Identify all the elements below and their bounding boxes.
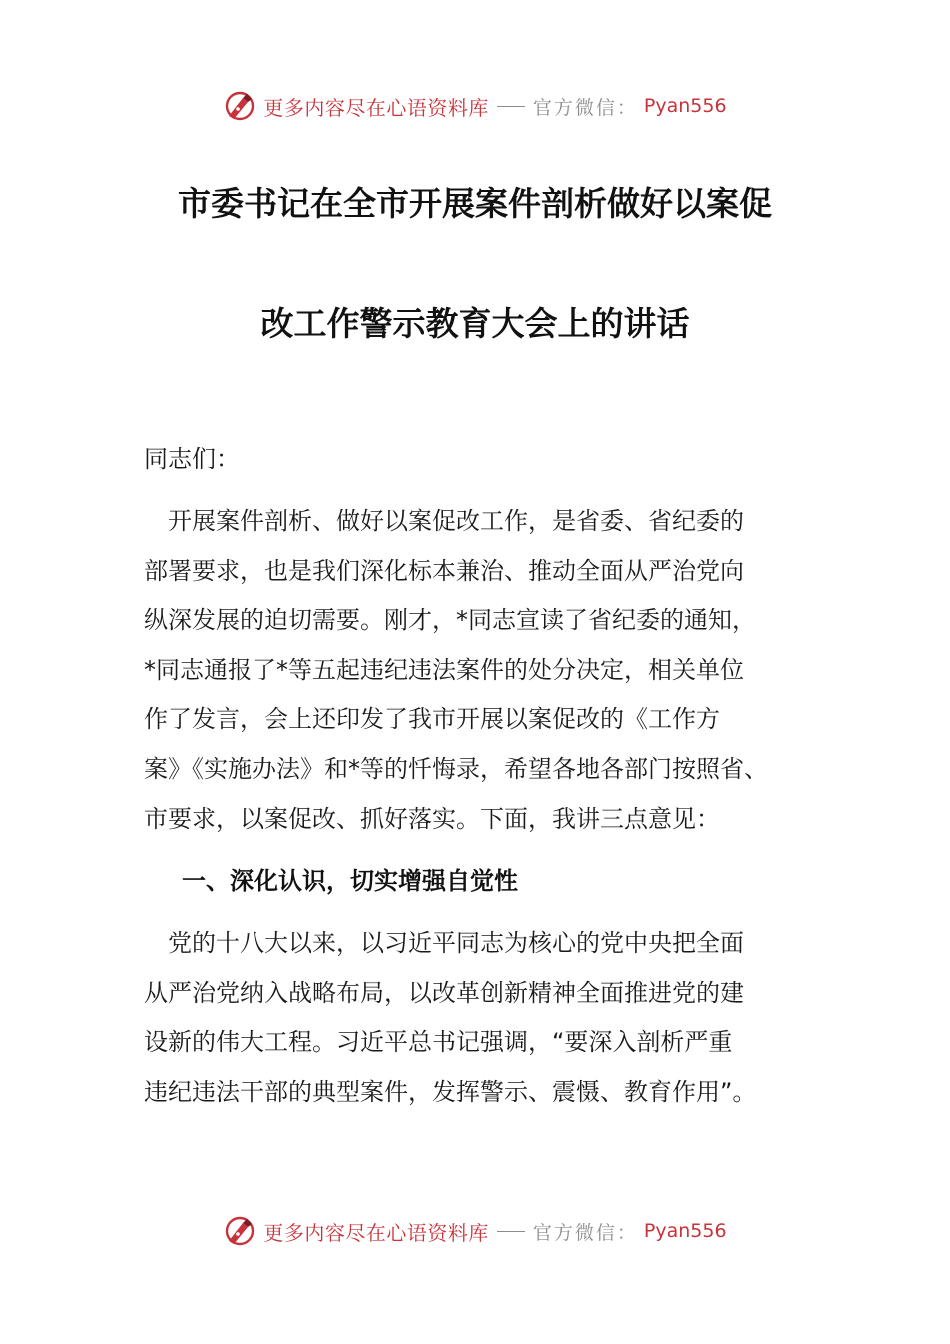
- document-title-line-1: 市委书记在全市开展案件剖析做好以案促: [178, 184, 772, 223]
- pen-nib-logo-icon: [223, 1214, 257, 1248]
- watermark-contact-id: Pyan556: [643, 95, 727, 117]
- paragraph-2-line: 设新的伟大工程。习近平总书记强调，“要深入剖析严重: [144, 1028, 733, 1056]
- paragraph-2-line: 党的十八大以来，以习近平同志为核心的党中央把全面: [144, 929, 744, 957]
- watermark-dash-divider: [497, 106, 525, 107]
- pen-nib-logo-icon: [223, 89, 257, 123]
- section-1-heading: 一、深化认识，切实增强自觉性: [182, 867, 518, 895]
- paragraph-2-line: 从严治党纳入战略布局，以改革创新精神全面推进党的建: [144, 979, 744, 1007]
- document-title-line-2: 改工作警示教育大会上的讲话: [260, 304, 690, 343]
- paragraph-2-line: 违纪违法干部的典型案件，发挥警示、震慑、教育作用”。: [144, 1078, 757, 1106]
- paragraph-1-line: 市要求，以案促改、抓好落实。下面，我讲三点意见：: [144, 805, 720, 833]
- paragraph-1-line: 开展案件剖析、做好以案促改工作，是省委、省纪委的: [144, 507, 744, 535]
- salutation: 同志们：: [144, 445, 240, 473]
- watermark-contact-label: 官方微信：: [532, 1221, 638, 1244]
- paragraph-1-line: *同志通报了*等五起违纪违法案件的处分决定，相关单位: [144, 656, 744, 684]
- footer-watermark: [0, 1211, 950, 1251]
- watermark-contact-id: Pyan556: [643, 1220, 727, 1242]
- paragraph-1-line: 案》《实施办法》和*等的忏悔录，希望各地各部门按照省、: [144, 755, 768, 783]
- paragraph-1-line: 纵深发展的迫切需要。刚才，*同志宣读了省纪委的通知，: [144, 606, 756, 634]
- watermark-slogan: 更多内容尽在心语资料库: [263, 95, 489, 120]
- watermark-dash-divider: [497, 1231, 525, 1232]
- paragraph-1-line: 作了发言，会上还印发了我市开展以案促改的《工作方: [144, 705, 720, 733]
- header-watermark: [0, 86, 950, 126]
- watermark-contact-label: 官方微信：: [532, 96, 638, 119]
- paragraph-1-line: 部署要求，也是我们深化标本兼治、推动全面从严治党向: [144, 557, 744, 585]
- watermark-slogan: 更多内容尽在心语资料库: [263, 1220, 489, 1245]
